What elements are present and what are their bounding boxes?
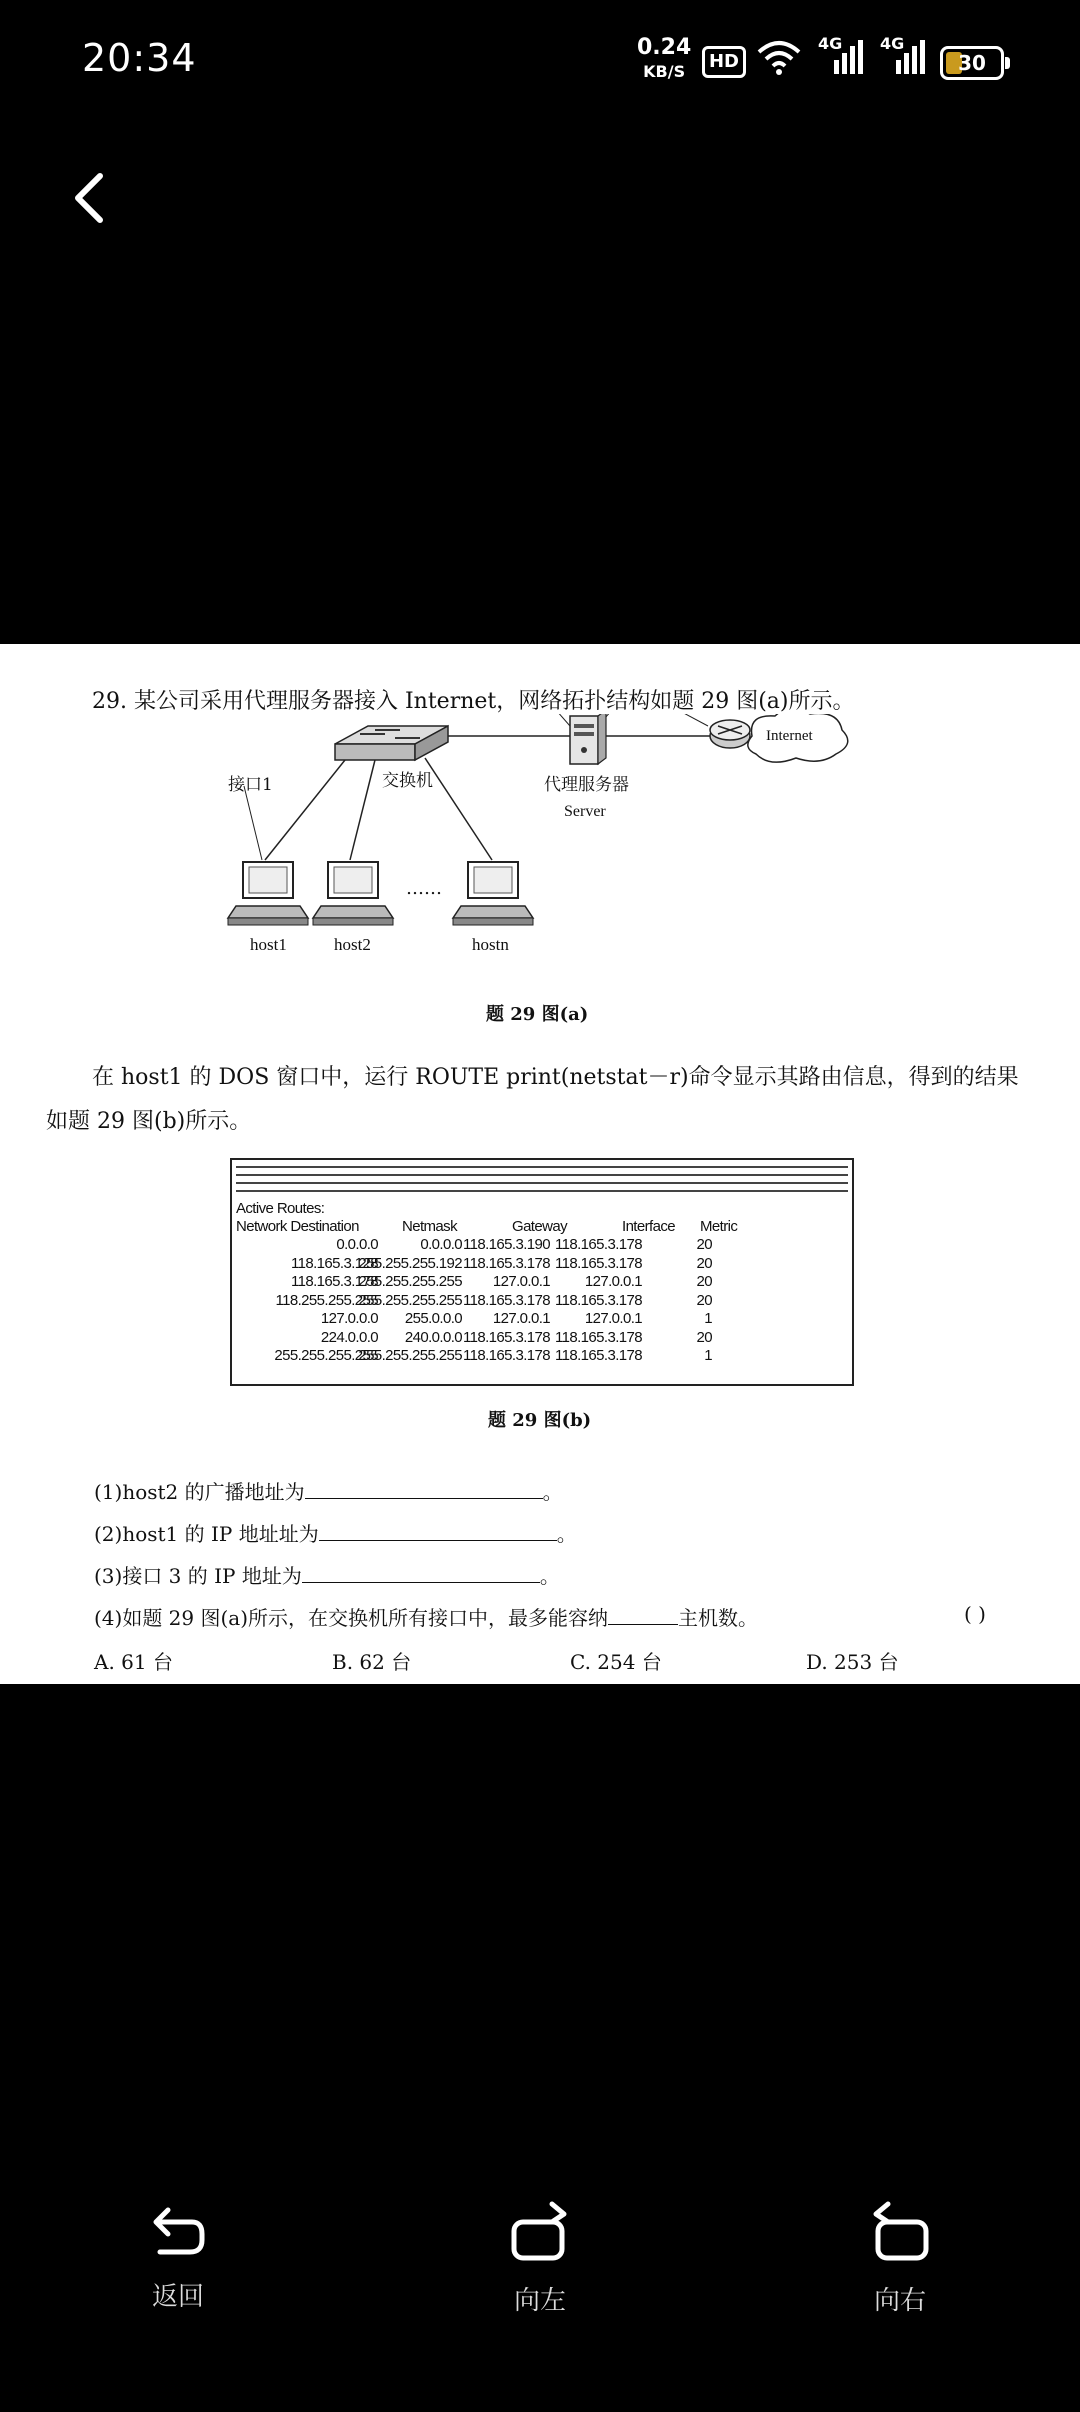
host1-label: host1 <box>250 935 287 954</box>
route-cell-interface: 127.0.0.1 <box>584 1273 642 1290</box>
battery-tip <box>1005 57 1010 69</box>
ellipsis-label: …… <box>406 878 442 899</box>
battery-icon <box>940 46 1004 80</box>
route-header-netmask: Netmask <box>402 1218 457 1235</box>
route-cell-netmask: 255.0.0.0 <box>404 1310 462 1327</box>
rotate-left-button[interactable] <box>480 2200 600 2317</box>
route-cell-destination: 118.165.3.128 <box>290 1254 378 1272</box>
chevron-left-icon <box>64 168 114 228</box>
question-4 <box>94 1602 758 1631</box>
route-cell-gateway: 127.0.0.1 <box>492 1273 550 1290</box>
status-bar <box>0 0 1080 120</box>
router-icon <box>710 720 750 748</box>
end-period: 。 <box>539 1564 560 1588</box>
rotate-left-icon <box>508 2200 572 2264</box>
server-label: Server <box>564 803 606 820</box>
question-1-text: (1)host2 的广播地址为 <box>94 1480 305 1504</box>
route-cell-destination: 118.255.255.255 <box>275 1291 378 1309</box>
network-speed-value: 0.24 <box>637 35 692 60</box>
route-cell-metric: 1 <box>704 1310 712 1327</box>
end-period: 。 <box>542 1480 563 1504</box>
active-routes-label: Active Routes: <box>236 1200 325 1217</box>
route-cell-interface: 127.0.0.1 <box>584 1310 642 1327</box>
answer-parentheses: ( ) <box>964 1602 986 1626</box>
route-cell-destination: 0.0.0.0 <box>336 1236 378 1253</box>
back-tool-button[interactable] <box>118 2200 238 2313</box>
network-type-label: 4G <box>880 34 905 53</box>
rotate-right-icon <box>868 2200 932 2264</box>
route-cell-gateway: 118.165.3.190 <box>462 1236 550 1253</box>
route-header-metric: Metric <box>700 1218 738 1235</box>
option-a: A. 61 台 <box>94 1650 173 1674</box>
separator-line <box>236 1166 848 1176</box>
network-topology-diagram <box>0 714 1080 1114</box>
question-1 <box>94 1476 563 1505</box>
port1-label: 接口1 <box>228 775 273 795</box>
question-4-text-end: 主机数。 <box>678 1606 759 1630</box>
answer-blank <box>608 1606 678 1625</box>
route-cell-netmask: 255.255.255.255 <box>358 1273 462 1290</box>
switch-label: 交换机 <box>382 771 433 791</box>
route-cell-gateway: 118.165.3.178 <box>462 1291 550 1309</box>
route-header-destination: Network Destination <box>236 1218 359 1235</box>
back-tool-label: 返回 <box>151 2282 204 2312</box>
switch-icon <box>335 726 448 760</box>
route-cell-metric: 20 <box>696 1273 712 1290</box>
battery-level: 30 <box>958 51 986 75</box>
network-type-label: 4G <box>818 34 843 53</box>
network-speed <box>637 36 691 84</box>
route-cell-metric: 20 <box>696 1328 712 1346</box>
route-cell-metric: 20 <box>696 1236 712 1253</box>
network-speed-unit: KB/S <box>643 62 686 81</box>
back-button[interactable] <box>64 168 114 228</box>
hostn-label: hostn <box>472 935 509 954</box>
route-cell-netmask: 240.0.0.0 <box>404 1328 462 1346</box>
route-cell-interface: 118.165.3.178 <box>554 1291 642 1309</box>
undo-arrow-icon <box>148 2200 208 2260</box>
document-image <box>0 644 1080 1684</box>
internet-label: Internet <box>766 728 813 744</box>
question-title: 29. 某公司采用代理服务器接入 Internet，网络拓扑结构如题 29 图(a)所示。 <box>92 689 855 714</box>
route-cell-interface: 118.165.3.178 <box>554 1254 642 1272</box>
end-period: 。 <box>556 1522 577 1546</box>
signal-strength-icon-sim1 <box>818 34 864 80</box>
question-2-text: (2)host1 的 IP 地址址为 <box>94 1522 319 1546</box>
separator-line <box>236 1182 848 1192</box>
route-cell-interface: 118.165.3.178 <box>554 1328 642 1346</box>
route-cell-destination: 224.0.0.0 <box>320 1328 378 1346</box>
route-cell-gateway: 118.165.3.178 <box>462 1254 550 1272</box>
option-c: C. 254 台 <box>570 1650 662 1674</box>
route-cell-netmask: 0.0.0.0 <box>420 1236 462 1253</box>
wifi-icon <box>756 40 802 76</box>
question-3 <box>94 1560 560 1589</box>
paragraph-line-1: 在 host1 的 DOS 窗口中，运行 ROUTE print(netstat－r)命令显示其路由信息，得到的结果 <box>92 1065 1019 1090</box>
option-d: D. 253 台 <box>806 1650 899 1674</box>
figure-b-caption: 题 29 图(b) <box>488 1410 592 1431</box>
computer-icon-host1 <box>228 862 308 925</box>
route-cell-metric: 1 <box>704 1347 712 1364</box>
answer-blank <box>305 1480 543 1499</box>
question-4-text: (4)如题 29 图(a)所示，在交换机所有接口中，最多能容纳 <box>94 1606 609 1630</box>
route-cell-netmask: 255.255.255.255 <box>358 1291 462 1309</box>
route-cell-gateway: 118.165.3.178 <box>462 1328 550 1346</box>
answer-blank <box>319 1522 557 1541</box>
route-cell-gateway: 118.165.3.178 <box>462 1347 550 1364</box>
clock: 20:34 <box>82 36 197 80</box>
route-cell-destination: 127.0.0.0 <box>320 1310 378 1327</box>
answer-blank <box>302 1564 540 1583</box>
question-2 <box>94 1518 577 1547</box>
rotate-right-button[interactable] <box>840 2200 960 2317</box>
route-header-gateway: Gateway <box>512 1218 567 1235</box>
route-cell-gateway: 127.0.0.1 <box>492 1310 550 1327</box>
host2-label: host2 <box>334 935 371 954</box>
figure-a-caption: 题 29 图(a) <box>486 1004 589 1025</box>
route-cell-interface: 118.165.3.178 <box>554 1347 642 1364</box>
computer-icon-hostn <box>453 862 533 925</box>
route-header-interface: Interface <box>622 1218 675 1235</box>
paragraph-line-2: 如题 29 图(b)所示。 <box>46 1109 252 1134</box>
route-table <box>230 1158 854 1386</box>
rotate-right-label: 向右 <box>873 2286 926 2316</box>
route-cell-destination: 118.165.3.178 <box>290 1273 378 1290</box>
route-cell-interface: 118.165.3.178 <box>554 1236 642 1253</box>
route-cell-metric: 20 <box>696 1291 712 1309</box>
hd-voice-icon: HD <box>702 46 746 78</box>
option-b: B. 62 台 <box>332 1650 412 1674</box>
computer-icon-host2 <box>313 862 393 925</box>
route-cell-netmask: 255.255.255.255 <box>358 1347 462 1364</box>
route-cell-netmask: 255.255.255.192 <box>358 1254 462 1272</box>
signal-strength-icon-sim2 <box>880 34 926 80</box>
route-cell-metric: 20 <box>696 1254 712 1272</box>
question-3-text: (3)接口 3 的 IP 地址为 <box>94 1564 302 1588</box>
route-cell-destination: 255.255.255.255 <box>274 1347 378 1364</box>
proxy-label: 代理服务器 <box>544 775 629 795</box>
rotate-left-label: 向左 <box>513 2286 566 2316</box>
server-icon <box>570 714 606 764</box>
